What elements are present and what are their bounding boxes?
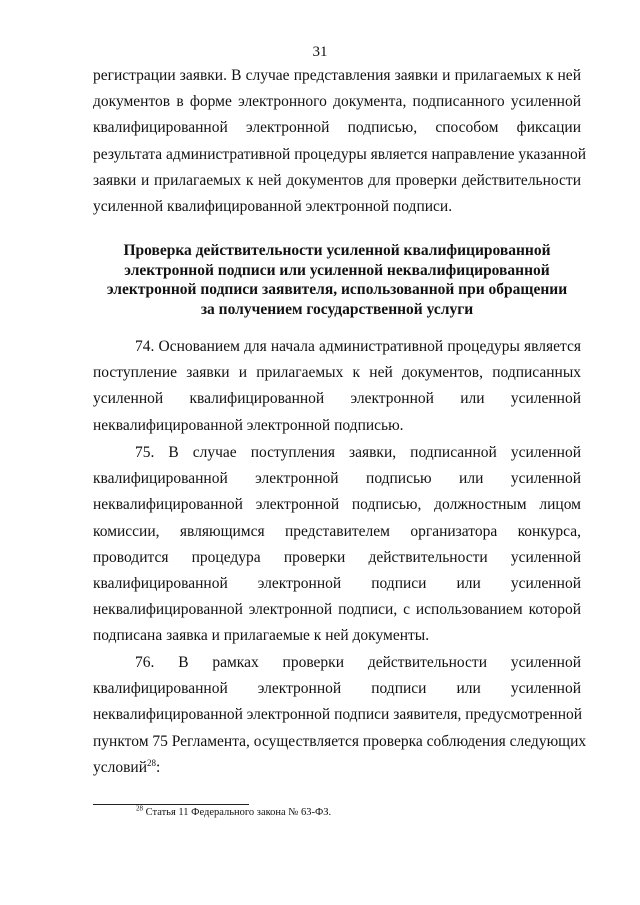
conditions-word: условий — [93, 758, 148, 776]
text-line — [93, 755, 581, 781]
heading-line: электронной подписи заявителя, использованной при обращении — [106, 281, 568, 298]
text-line: подписана заявка и прилагаемые к ней документы. — [93, 627, 430, 645]
text-line: квалифицированной электронной подписи или усиленной — [93, 575, 581, 593]
paragraph-76 — [93, 650, 587, 781]
text-line: усиленной квалифицированной электронной подписи. — [93, 198, 453, 216]
footnote-divider — [93, 804, 249, 805]
section-heading — [93, 241, 581, 319]
text-line: квалифицированной электронной подписью, способом фиксации — [93, 119, 581, 137]
text-line: результата административной процедуры является направление указанной — [93, 145, 586, 163]
paragraph-74 — [93, 334, 581, 439]
text-line: регистрации заявки. В случае представления заявки и прилагаемых к ней — [93, 67, 581, 84]
text-line: неквалифицированной электронной подписью. — [93, 416, 404, 434]
heading-line: Проверка действительности усиленной квалифицированной — [123, 242, 551, 259]
text-line: комиссии, являющимся представителем организатора конкурса, — [93, 522, 581, 540]
text-line: пунктом 75 Регламента, осуществляется проверка соблюдения следующих — [93, 732, 587, 750]
text-line: поступление заявки и прилагаемых к ней документов, подписанных — [93, 364, 581, 382]
text-line: заявки и прилагаемых к ней документов для проверки действительности — [93, 171, 581, 189]
heading-line: электронной подписи или усиленной неквалифицированной — [124, 261, 550, 279]
heading-line: за получением государственной услуги — [200, 300, 474, 318]
text-line: проводится процедура проверки действительности усиленной — [93, 548, 581, 566]
intro-paragraph — [93, 63, 586, 220]
text-line: неквалифицированной электронной подписи, с использованием которой — [93, 601, 581, 619]
text-line: квалифицированной электронной подписью или усиленной — [93, 470, 581, 488]
text-line: неквалифицированной электронной подписи заявителя, предусмотренной — [93, 706, 583, 724]
text-line: документов в форме электронного документа, подписанного усиленной — [93, 93, 581, 111]
text-line: 76. В рамках проверки действительности усиленной — [135, 654, 581, 671]
footnote — [136, 804, 332, 818]
paragraph-75 — [93, 440, 581, 650]
footnote-text: Статья 11 Федерального закона № 63-ФЗ. — [143, 807, 332, 818]
page-number: 31 — [312, 44, 328, 60]
footnote-marker: 28 — [136, 804, 143, 813]
text-line: неквалифицированной электронной подписью, должностным лицом — [93, 496, 581, 514]
text-line: усиленной квалифицированной электронной или усиленной — [93, 390, 581, 408]
text-line: 74. Основанием для начала административной процедуры является — [135, 338, 581, 355]
footnote-reference[interactable]: 28 — [147, 757, 157, 768]
text-line: квалифицированной электронной подписи или усиленной — [93, 680, 581, 698]
colon: : — [156, 758, 161, 776]
text-line: 75. В случае поступления заявки, подписанной усиленной — [135, 444, 581, 461]
